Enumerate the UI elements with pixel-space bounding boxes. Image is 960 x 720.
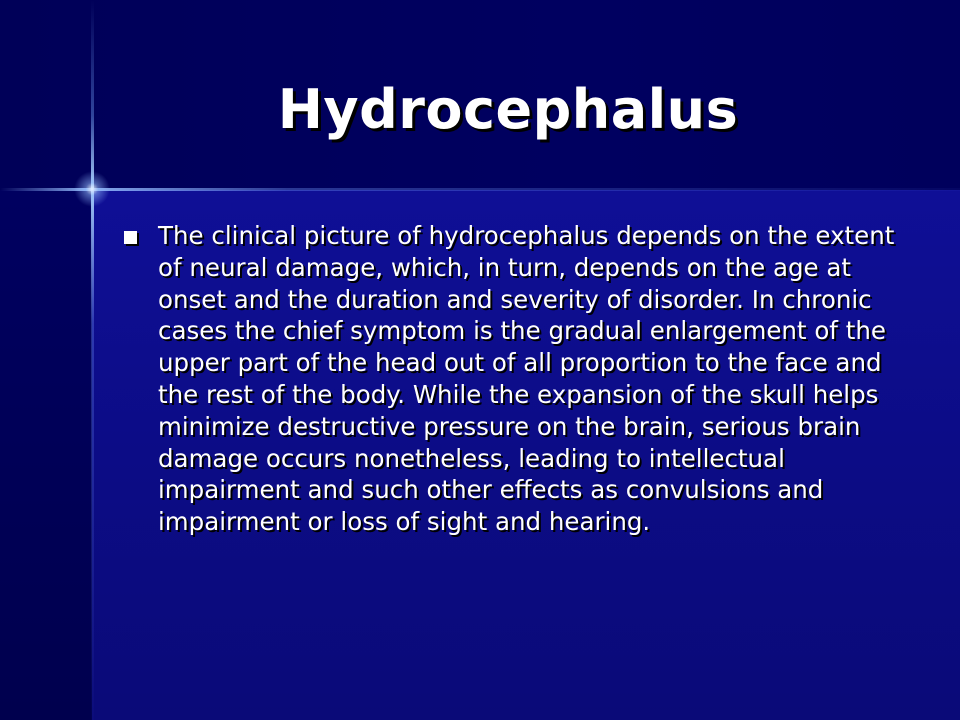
left-band-background [0, 190, 92, 720]
bullet-list [118, 220, 908, 538]
square-bullet-icon [124, 231, 137, 244]
bullet-item [118, 220, 908, 538]
bullet-text: The clinical picture of hydrocephalus depends on the extent of neural damage, which, in turn, depends on the age at onset and the duration and severity of disorder. In chronic cases the chief symptom is the gradual enlargement of the upper part of the head out of all proportion to the face and the rest of the body. While the expansion of the skull helps minimize destructive pressure on the brain, serious brain damage occurs nonetheless, leading to intellectual impairment and such other effects as convulsions and impairment or loss of sight and hearing. [158, 221, 895, 537]
slide-title: Hydrocephalus [277, 78, 739, 141]
horizontal-highlight-line [0, 188, 960, 191]
